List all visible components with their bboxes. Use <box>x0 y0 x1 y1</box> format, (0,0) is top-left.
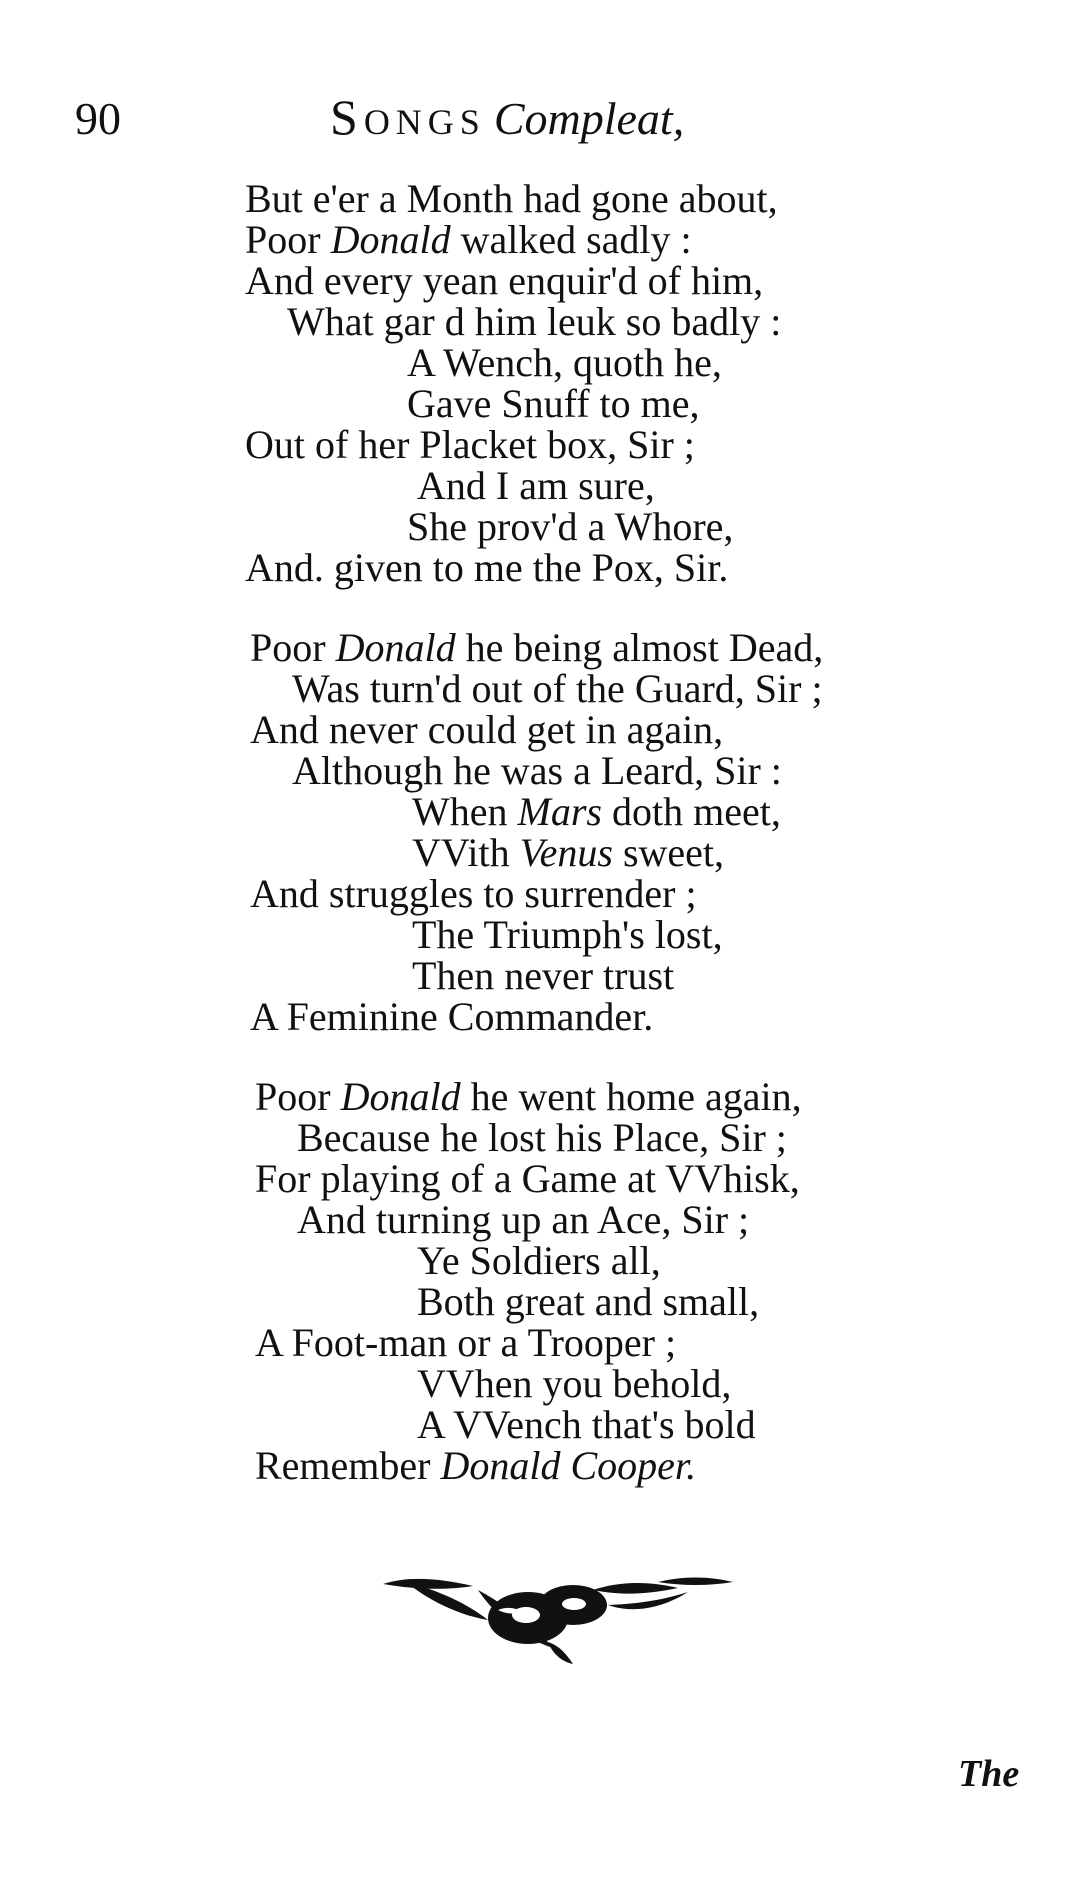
verse-line: And struggles to surrender ; <box>250 871 697 916</box>
verse-text: sweet, <box>612 830 725 875</box>
verse-text: VVith <box>412 830 520 875</box>
verse-italic-name: Donald <box>330 217 451 262</box>
verse-text: Remember <box>255 1443 441 1488</box>
verse-line: And never could get in again, <box>250 707 724 752</box>
verse-line: But e'er a Month had gone about, <box>245 176 778 221</box>
floral-tailpiece-icon <box>378 1560 738 1670</box>
verse-line: VVhen you behold, <box>417 1361 732 1406</box>
verse-text: When <box>412 789 518 834</box>
verse-line: Ye Soldiers all, <box>417 1238 661 1283</box>
verse-line: A Feminine Commander. <box>250 994 654 1039</box>
verse-line: A Foot-man or a Trooper ; <box>255 1320 677 1365</box>
verse-line: A Wench, quoth he, <box>407 340 722 385</box>
verse-line: She prov'd a Whore, <box>407 504 734 549</box>
verse-line: Because he lost his Place, Sir ; <box>297 1115 787 1160</box>
verse-italic-name: Venus <box>519 830 613 875</box>
verse-line: Then never trust <box>412 953 675 998</box>
verse-italic-name: Donald Cooper. <box>440 1443 697 1488</box>
verse-text: he being almost Dead, <box>455 625 824 670</box>
verse-text: he went home again, <box>460 1074 802 1119</box>
verse-line <box>255 1445 802 1486</box>
verse-italic-name: Donald <box>335 625 456 670</box>
verse-line <box>250 791 823 832</box>
verse-line: Was turn'd out of the Guard, Sir ; <box>292 666 823 711</box>
running-head-smallcaps <box>330 89 486 145</box>
verse-line: For playing of a Game at VVhisk, <box>255 1156 800 1201</box>
verse-line: And every yean enquir'd of him, <box>245 258 764 303</box>
stanza-1 <box>245 178 781 588</box>
running-head-initial: S <box>330 89 364 145</box>
page-number: 90 <box>75 93 121 144</box>
verse-text: Poor <box>250 625 336 670</box>
verse-line: And turning up an Ace, Sir ; <box>297 1197 750 1242</box>
stanza-2 <box>250 627 823 1037</box>
running-head-rest: ONGS <box>363 102 486 142</box>
verse-text: Poor <box>255 1074 341 1119</box>
verse-text: doth meet, <box>601 789 781 834</box>
verse-italic-name: Mars <box>517 789 602 834</box>
verse-line: Both great and small, <box>417 1279 760 1324</box>
running-head <box>330 88 684 146</box>
stanza-3 <box>255 1076 802 1486</box>
verse-line <box>255 1076 802 1117</box>
verse-line: Gave Snuff to me, <box>407 381 700 426</box>
verse-line <box>250 832 823 873</box>
verse-text: Poor <box>245 217 331 262</box>
verse-line: The Triumph's lost, <box>412 912 723 957</box>
verse-text: walked sadly : <box>450 217 692 262</box>
verse-line: A VVench that's bold <box>417 1402 756 1447</box>
verse-line <box>250 627 823 668</box>
verse-line: What gar d him leuk so badly : <box>287 299 782 344</box>
verse-italic-name: Donald <box>340 1074 461 1119</box>
verse-line: And I am sure, <box>417 463 655 508</box>
verse-line: And. given to me the Pox, Sir. <box>245 545 729 590</box>
catchword: The <box>958 1753 1020 1795</box>
verse-line: Out of her Placket box, Sir ; <box>245 422 695 467</box>
running-head-italic: Compleat, <box>493 93 685 144</box>
verse-line <box>245 219 781 260</box>
verse-line: Although he was a Leard, Sir : <box>292 748 782 793</box>
